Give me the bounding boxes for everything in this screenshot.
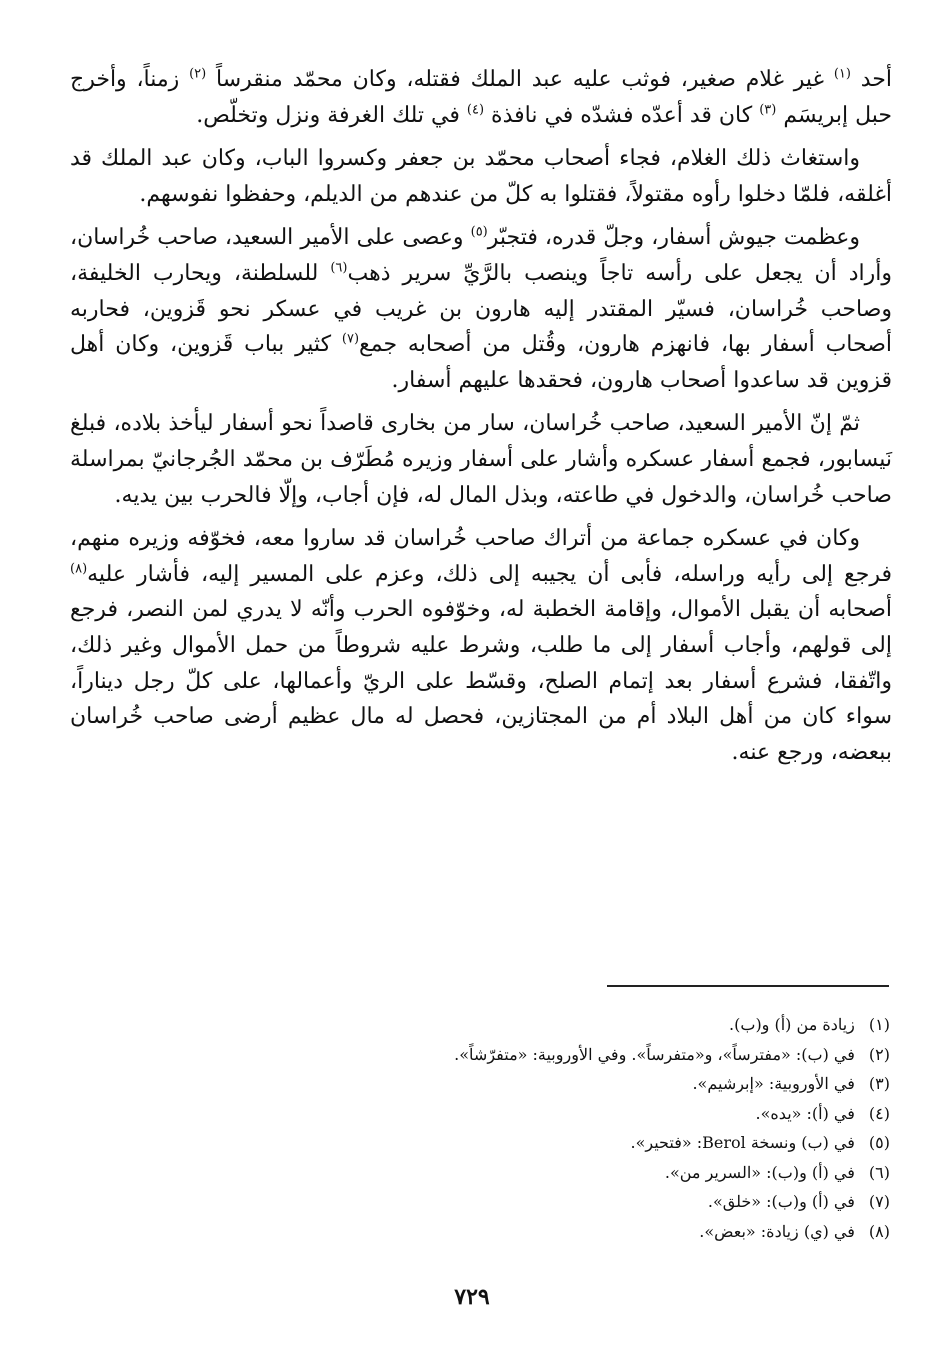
text-segment: كان قد أعدّه فشدّه في نافذة (484, 102, 760, 128)
footnote-number: (٣) (868, 1074, 890, 1093)
footnote-ref: (٦) (330, 260, 348, 276)
footnote-item (200, 1187, 890, 1217)
footnote-ref: (٨) (70, 561, 88, 577)
main-text (70, 62, 892, 778)
text-segment: غير غلام صغير، فوثب عليه عبد الملك فقتله، وكان محمّد منقرساً (206, 67, 834, 92)
paragraph-2 (70, 141, 892, 212)
footnote-text: في (ب) ونسخة Berol: «فتحير». (630, 1133, 855, 1152)
footnote-item (200, 1217, 890, 1247)
footnote-item (200, 1099, 890, 1129)
footnote-text: في (ي) زيادة: «بعض». (699, 1221, 855, 1241)
text-segment: واستغاث ذلك الغلام، فجاء أصحاب محمّد بن جعفر وكسروا الباب، وكان عبد الملك قد أغلقه، فلمّا دخلوا رأوه مقتولاً، فقتلوا به كلّ من عندهم من الديلم، وحفظوا نفوسهم. (70, 146, 892, 207)
paragraph-3 (70, 220, 892, 398)
footnote-ref: (٢) (189, 66, 207, 82)
text-segment: أحد (850, 67, 893, 92)
paragraph-1 (70, 62, 892, 133)
footnotes (200, 1010, 890, 1246)
footnote-text: في (ب): «مفترساً»، و«متفرساً». وفي الأوروبية: «متفرّشاً». (454, 1044, 855, 1064)
text-segment: ثمّ إنّ الأمير السعيد، صاحب خُراسان، سار من بخارى قاصداً نحو أسفار ليأخذ بلاده، فبلغ نَيسابور، فجمع أسفار عسكره وأشار على أسفار وزيره مُطَرّف بن محمّد الجُرجانيّ بمراسلة صاحب خُراسان، والدخول في طاعته، وبذل المال له، فإن أجاب، وإلّا فالحرب بين يديه. (70, 411, 892, 508)
footnote-number: (٤) (868, 1103, 890, 1123)
footnote-item (200, 1158, 890, 1188)
footnote-number: (٨) (868, 1221, 890, 1241)
page-number: ٧٢٩ (454, 1284, 490, 1310)
footnote-ref: (٤) (466, 102, 485, 118)
footnote-item (200, 1128, 890, 1158)
footnote-number: (١) (868, 1015, 890, 1034)
paragraph-4 (70, 406, 892, 513)
text-segment: زمناً، وأخرج حبل إبريسَم (70, 67, 892, 128)
text-segment: للسلطنة، ويحارب الخليفة، وصاحب خُراسان، فسيّر المقتدر إليه هارون بن غريب في عسكر نحو قَزوين، فحاربه أصحاب أسفار بها، فانهزم هارون، وقُتل من أصحابه جمع (70, 260, 892, 358)
footnote-text: زيادة من (أ) و(ب). (729, 1015, 855, 1034)
footnote-ref: (٣) (759, 102, 777, 118)
footnote-text: في (أ): «يده». (755, 1103, 855, 1123)
text-segment: في تلك الغرفة ونزل وتخلّص. (196, 102, 467, 128)
footnote-ref: (١) (833, 66, 851, 82)
text-segment: وعظمت جيوش أسفار، وجلّ قدره، فتجبّر (487, 225, 861, 251)
paragraph-5 (70, 521, 892, 770)
footnote-number: (٢) (868, 1044, 890, 1064)
footnote-item (200, 1010, 890, 1040)
footnote-text: في (أ) و(ب): «السرير من». (664, 1162, 855, 1182)
footnote-separator (607, 985, 889, 987)
text-segment: أصحابه أن يقبل الأموال، وإقامة الخطبة له، وخوّفوه الحرب وأنّه لا يدري لمن النصر، فرجع إلى قولهم، وأجاب أسفار إلى ما طلب، وشرط عليه شروطاً من حمل الأموال وغير ذلك، واتّفقا، فشرع أسفار بعد إتمام الصلح، وقسّط على الريّ وأعمالها، على كلّ رجل ديناراً، سواء كان من أهل البلاد أم من المجتازين، فحصل له مال عظيم أرضى صاحب خُراسان ببعضه، ورجع عنه. (70, 597, 892, 765)
footnote-number: (٦) (868, 1162, 890, 1182)
footnote-text: في (أ) و(ب): «خلق». (707, 1192, 855, 1211)
text-segment: وكان في عسكره جماعة من أتراك صاحب خُراسان قد ساروا معه، فخوّفه وزيره منهم، فرجع إلى رأيه وراسله، فأبى أن يجيبه إلى ذلك، وعزم على المسير إليه، فأشار عليه (70, 526, 892, 587)
footnote-text: في الأوروبية: «إبرشيم». (692, 1074, 855, 1093)
text-segment: وعصى على الأمير السعيد، صاحب خُراسان، وأراد أن يجعل على رأسه تاجاً وينصب بالرَّيِّ سرير ذهب (70, 225, 892, 286)
footnote-ref: (٥) (470, 225, 488, 241)
footnote-number: (٧) (868, 1192, 890, 1211)
footnote-ref: (٧) (341, 331, 360, 347)
footnote-item (200, 1069, 890, 1099)
footnote-item (200, 1040, 890, 1070)
text-segment: كثير بباب قَزوين، وكان أهل قزوين قد ساعدوا أصحاب هارون، فحقدها عليهم أسفار. (70, 332, 892, 393)
footnote-number: (٥) (868, 1133, 890, 1152)
